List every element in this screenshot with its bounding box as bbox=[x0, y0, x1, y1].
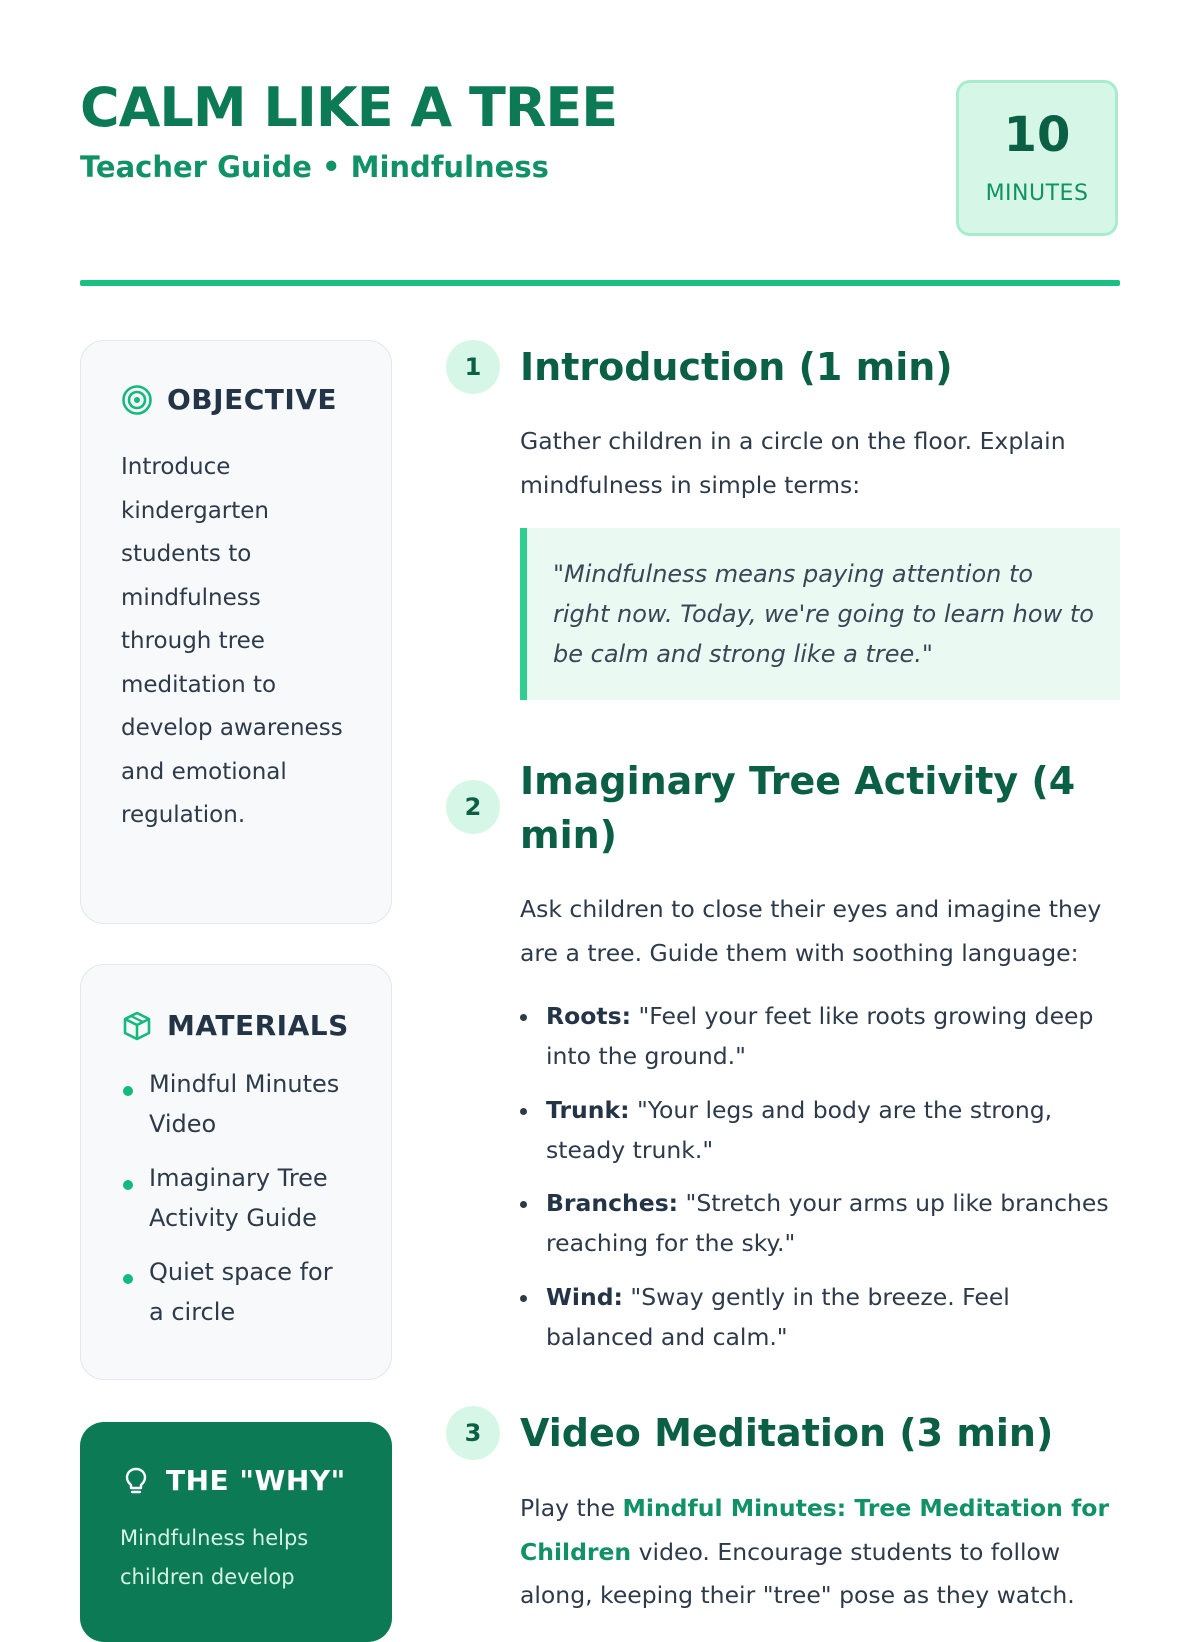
step-description: Play the Mindful Minutes: Tree Meditation for Children video. Encourage students to follow along, keeping their "tree" pose as they watch. bbox=[520, 1494, 1110, 1609]
list-item: Branches: "Stretch your arms up like branches reaching for the sky." bbox=[520, 1183, 1120, 1263]
materials-list bbox=[121, 1064, 353, 1332]
list-item: Roots: "Feel your feet like roots growing deep into the ground." bbox=[520, 996, 1120, 1076]
step-title: Imaginary Tree Activity (4 min) bbox=[520, 759, 1076, 857]
step-description: Ask children to close their eyes and imagine they are a tree. Guide them with soothing language: bbox=[520, 895, 1102, 967]
page-title: CALM LIKE A TREE bbox=[80, 76, 618, 139]
step-title: Video Meditation (3 min) bbox=[520, 1411, 1054, 1455]
list-item: Quiet space for a circle bbox=[121, 1252, 353, 1332]
why-text: Mindfulness helps children develop bbox=[120, 1526, 309, 1589]
target-icon bbox=[121, 384, 153, 416]
step-number: 1 bbox=[446, 340, 500, 394]
list-item: Imaginary Tree Activity Guide bbox=[121, 1158, 353, 1238]
objective-card bbox=[80, 340, 392, 924]
step-description: Gather children in a circle on the floor. Explain mindfulness in simple terms: bbox=[520, 427, 1066, 499]
step-number: 3 bbox=[446, 1406, 500, 1460]
materials-card bbox=[80, 964, 392, 1380]
objective-title: OBJECTIVE bbox=[167, 383, 338, 416]
step-title: Introduction (1 min) bbox=[520, 345, 953, 389]
step-number: 2 bbox=[446, 780, 500, 834]
lightbulb-icon bbox=[120, 1465, 152, 1497]
duration-value: 10 bbox=[1003, 107, 1071, 163]
materials-title: MATERIALS bbox=[167, 1009, 349, 1042]
duration-unit: MINUTES bbox=[985, 181, 1089, 206]
duration-badge bbox=[956, 80, 1118, 236]
list-item: Trunk: "Your legs and body are the strong, steady trunk." bbox=[520, 1090, 1120, 1170]
box-icon bbox=[121, 1010, 153, 1042]
page-subtitle: Teacher Guide • Mindfulness bbox=[80, 150, 549, 184]
why-card bbox=[80, 1422, 392, 1642]
why-title: THE "WHY" bbox=[166, 1464, 346, 1497]
quote-block: "Mindfulness means paying attention to right now. Today, we're going to learn how to be calm and strong like a tree." bbox=[520, 528, 1120, 700]
header-divider bbox=[80, 280, 1120, 286]
video-link[interactable]: Mindful Minutes: Tree Meditation for Children bbox=[520, 1494, 1110, 1566]
objective-text: Introduce kindergarten students to mindfulness through tree meditation to develop awareness and emotional regulation. bbox=[121, 454, 343, 828]
list-item: Wind: "Sway gently in the breeze. Feel balanced and calm." bbox=[520, 1277, 1120, 1357]
tree-guide-list bbox=[520, 996, 1120, 1370]
list-item: Mindful Minutes Video bbox=[121, 1064, 353, 1144]
